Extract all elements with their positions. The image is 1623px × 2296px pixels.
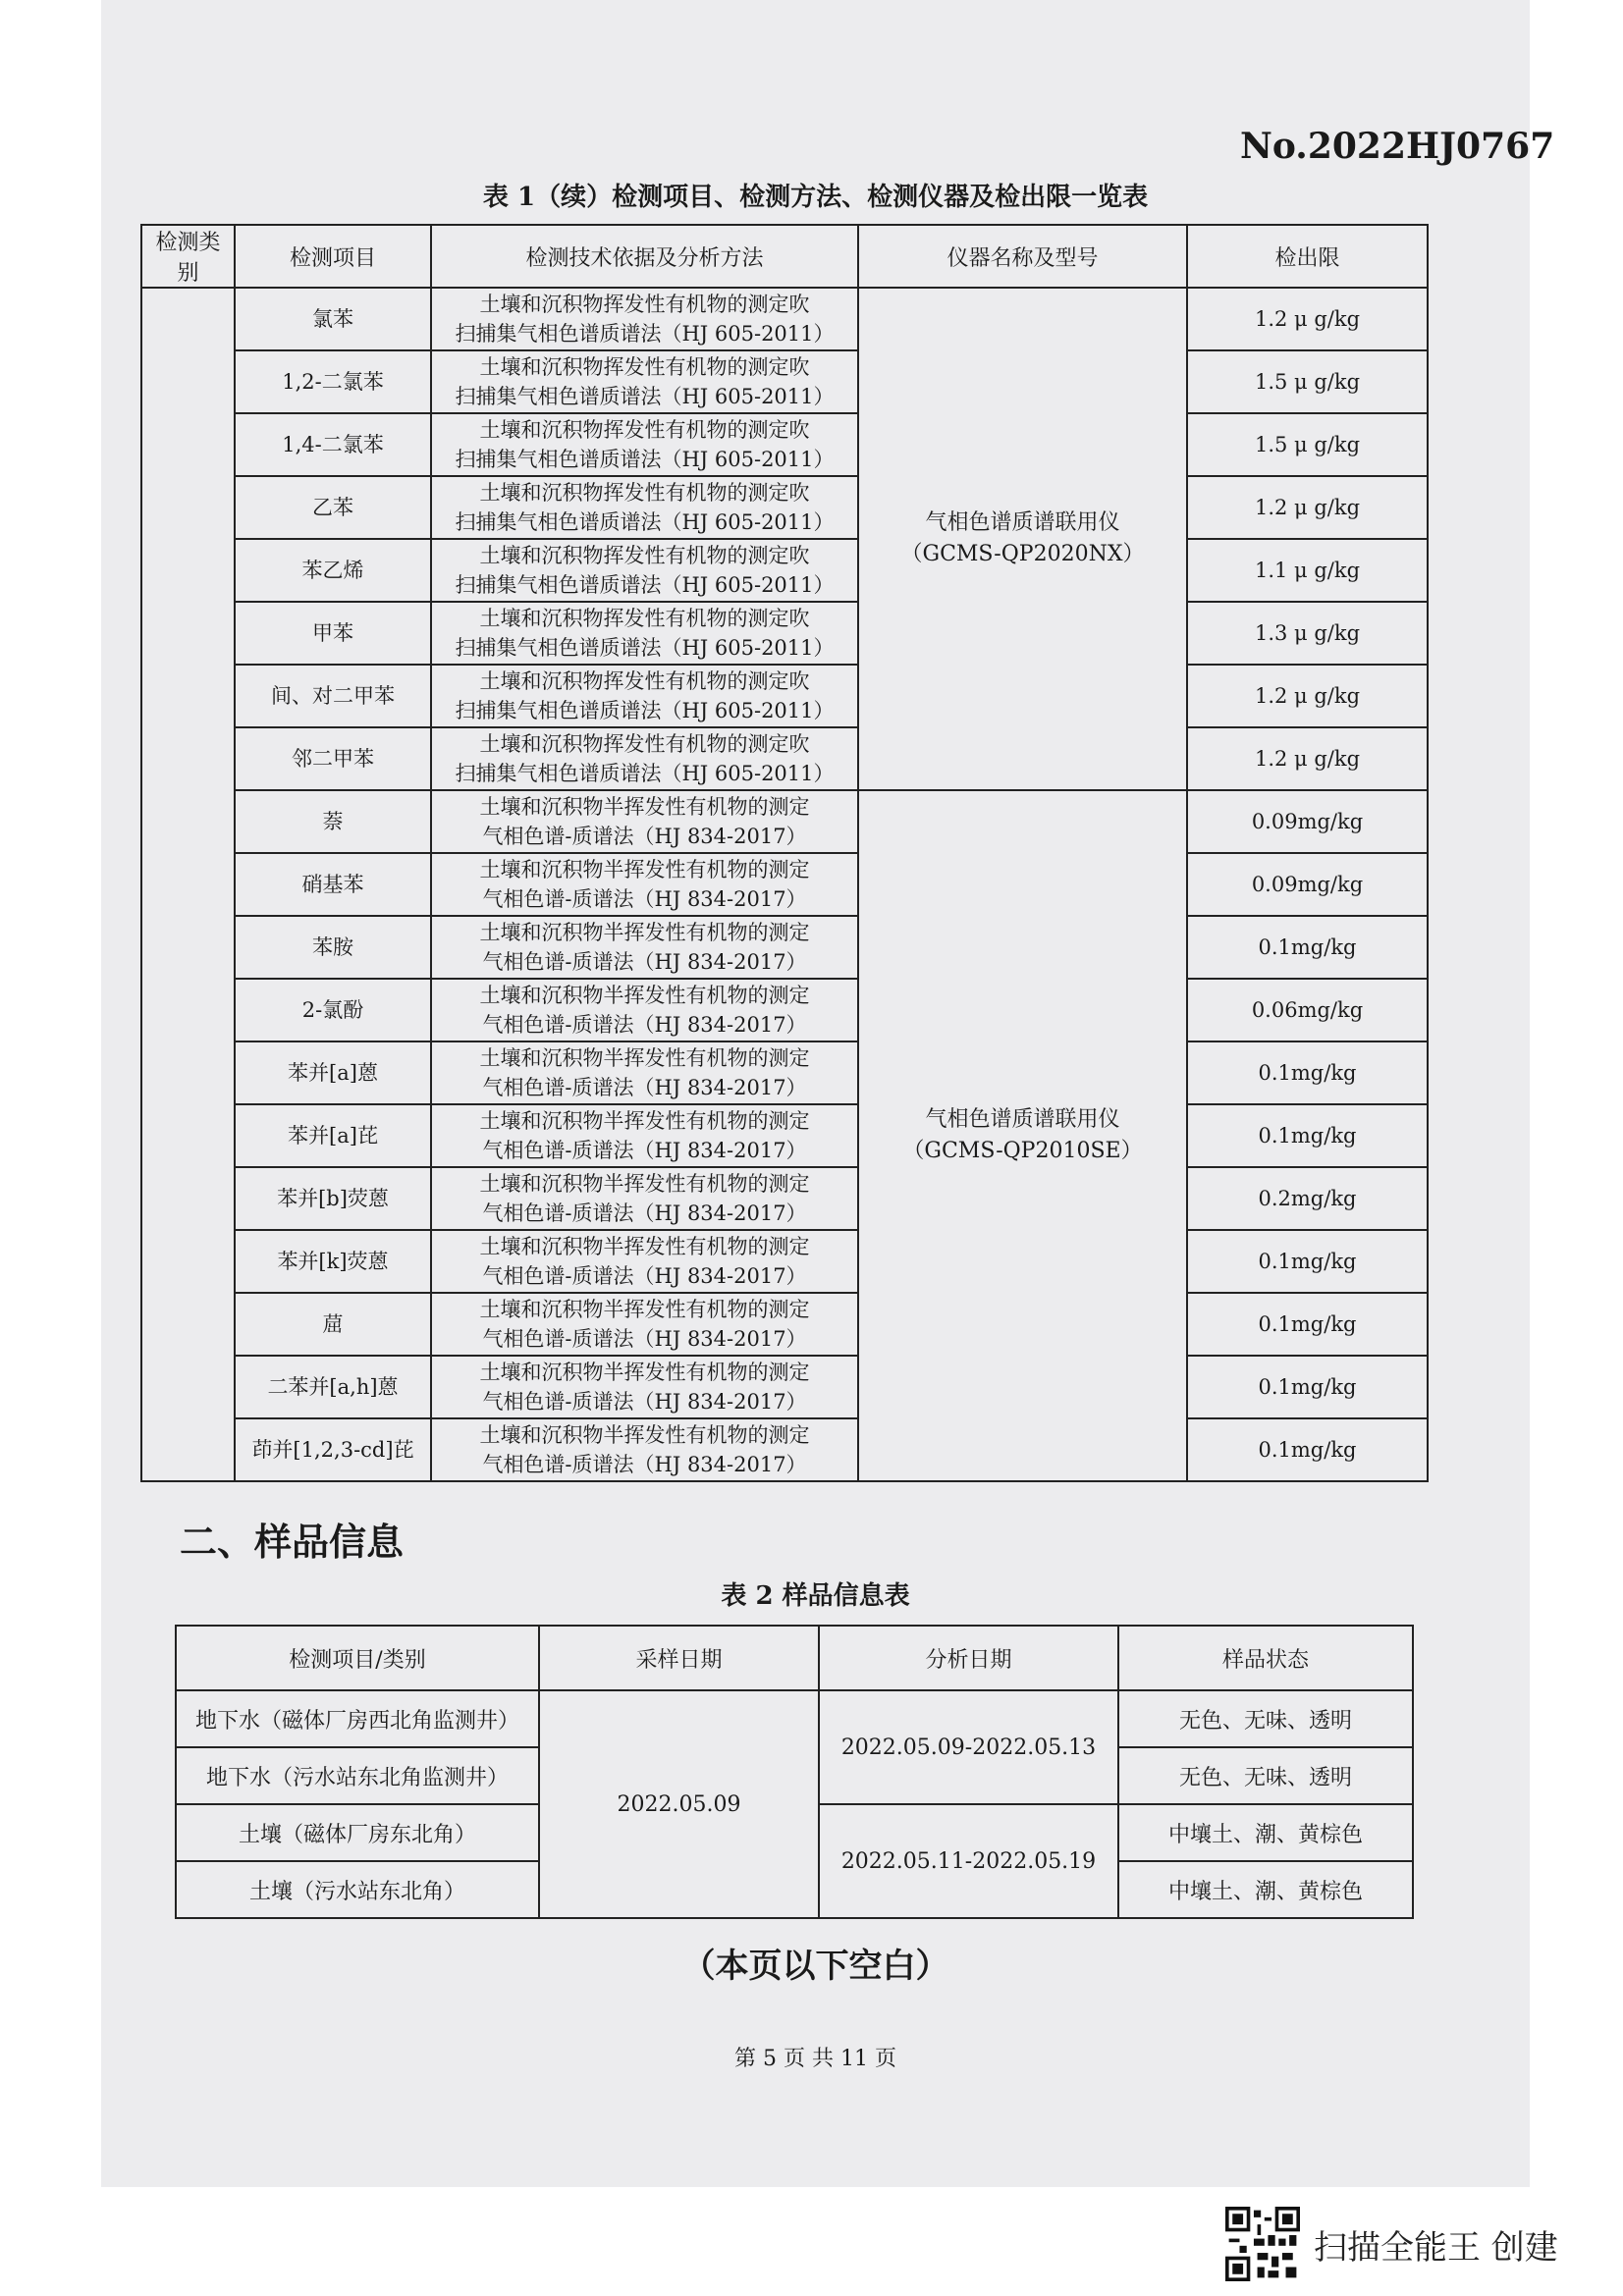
table-row	[141, 1418, 1428, 1481]
limit-cell: 0.1mg/kg	[1187, 1418, 1428, 1481]
item-cell: 苯并[a]芘	[235, 1104, 431, 1167]
method-cell	[431, 1167, 858, 1230]
method-line-1: 土壤和沉积物挥发性有机物的测定吹	[479, 293, 810, 316]
method-line-1: 土壤和沉积物挥发性有机物的测定吹	[479, 481, 810, 505]
method-cell	[431, 727, 858, 790]
method-line-2: 扫捕集气相色谱质谱法（HJ 605-2011）	[455, 699, 835, 722]
method-line-1: 土壤和沉积物半挥发性有机物的测定	[479, 1046, 810, 1070]
limit-cell: 0.1mg/kg	[1187, 916, 1428, 979]
item-cell: 苯乙烯	[235, 539, 431, 602]
limit-cell: 1.2 μ g/kg	[1187, 665, 1428, 727]
method-cell	[431, 413, 858, 476]
method-line-1: 土壤和沉积物挥发性有机物的测定吹	[479, 418, 810, 442]
method-line-1: 土壤和沉积物半挥发性有机物的测定	[479, 1109, 810, 1133]
table-row	[141, 853, 1428, 916]
method-line-2: 气相色谱-质谱法（HJ 834-2017）	[482, 825, 807, 848]
item-cell: 萘	[235, 790, 431, 853]
table-row	[141, 602, 1428, 665]
method-line-2: 扫捕集气相色谱质谱法（HJ 605-2011）	[455, 636, 835, 660]
item-cell: 硝基苯	[235, 853, 431, 916]
method-line-2: 扫捕集气相色谱质谱法（HJ 605-2011）	[455, 448, 835, 471]
table-header-row	[176, 1626, 1413, 1690]
method-line-2: 气相色谱-质谱法（HJ 834-2017）	[482, 1139, 807, 1162]
method-line-1: 土壤和沉积物挥发性有机物的测定吹	[479, 544, 810, 567]
table-row	[141, 979, 1428, 1041]
method-cell	[431, 1104, 858, 1167]
table-row	[176, 1690, 1413, 1747]
method-cell	[431, 1418, 858, 1481]
document-number: No.2022HJ0767	[1240, 126, 1555, 167]
limit-cell: 0.1mg/kg	[1187, 1293, 1428, 1356]
table-row	[141, 476, 1428, 539]
item-cell: 苯并[b]荧蒽	[235, 1167, 431, 1230]
limit-cell: 0.2mg/kg	[1187, 1167, 1428, 1230]
method-cell	[431, 539, 858, 602]
method-cell	[431, 602, 858, 665]
table-row	[141, 1104, 1428, 1167]
sample-status: 中壤土、潮、黄棕色	[1118, 1804, 1413, 1861]
item-cell: 2-氯酚	[235, 979, 431, 1041]
method-line-1: 土壤和沉积物半挥发性有机物的测定	[479, 984, 810, 1007]
table-row	[141, 1167, 1428, 1230]
analysis-date: 2022.05.09-2022.05.13	[819, 1690, 1118, 1804]
table-row	[141, 288, 1428, 350]
table-row	[141, 1041, 1428, 1104]
table-row	[141, 916, 1428, 979]
method-line-2: 气相色谱-质谱法（HJ 834-2017）	[482, 887, 807, 911]
table1-body	[141, 288, 1428, 1481]
item-cell: 苯并[a]蒽	[235, 1041, 431, 1104]
method-cell	[431, 916, 858, 979]
limit-cell: 1.5 μ g/kg	[1187, 350, 1428, 413]
item-cell: 苯胺	[235, 916, 431, 979]
header-sample-status: 样品状态	[1118, 1626, 1413, 1690]
sample-item: 地下水（污水站东北角监测井）	[176, 1747, 539, 1804]
instrument-name: 气相色谱质谱联用仪	[925, 510, 1120, 535]
table-row	[141, 1293, 1428, 1356]
header-sampling-date: 采样日期	[539, 1626, 819, 1690]
header-analysis-date: 分析日期	[819, 1626, 1118, 1690]
limit-cell: 0.1mg/kg	[1187, 1104, 1428, 1167]
sample-item: 土壤（污水站东北角）	[176, 1861, 539, 1918]
method-line-1: 土壤和沉积物半挥发性有机物的测定	[479, 858, 810, 881]
method-line-2: 气相色谱-质谱法（HJ 834-2017）	[482, 1327, 807, 1351]
item-cell: 茚并[1,2,3-cd]芘	[235, 1418, 431, 1481]
sampling-date: 2022.05.09	[539, 1690, 819, 1918]
item-cell: 甲苯	[235, 602, 431, 665]
limit-cell: 1.5 μ g/kg	[1187, 413, 1428, 476]
table-row	[141, 1356, 1428, 1418]
item-cell: 䓛	[235, 1293, 431, 1356]
detection-methods-table	[140, 224, 1429, 1482]
method-line-1: 土壤和沉积物半挥发性有机物的测定	[479, 921, 810, 944]
method-line-2: 气相色谱-质谱法（HJ 834-2017）	[482, 950, 807, 974]
limit-cell: 0.1mg/kg	[1187, 1041, 1428, 1104]
method-cell	[431, 790, 858, 853]
method-line-2: 扫捕集气相色谱质谱法（HJ 605-2011）	[455, 762, 835, 785]
method-line-2: 气相色谱-质谱法（HJ 834-2017）	[482, 1390, 807, 1414]
limit-cell: 1.2 μ g/kg	[1187, 476, 1428, 539]
instrument-cell	[858, 288, 1187, 790]
method-line-2: 扫捕集气相色谱质谱法（HJ 605-2011）	[455, 385, 835, 408]
method-cell	[431, 476, 858, 539]
table1-title: 表 1（续）检测项目、检测方法、检测仪器及检出限一览表	[482, 183, 1149, 212]
method-cell	[431, 853, 858, 916]
method-line-2: 扫捕集气相色谱质谱法（HJ 605-2011）	[455, 573, 835, 597]
method-line-1: 土壤和沉积物半挥发性有机物的测定	[479, 795, 810, 819]
sample-status: 无色、无味、透明	[1118, 1690, 1413, 1747]
table-row	[141, 350, 1428, 413]
limit-cell: 0.1mg/kg	[1187, 1230, 1428, 1293]
header-category: 检测类别	[141, 225, 235, 288]
method-cell	[431, 1356, 858, 1418]
limit-cell: 1.2 μ g/kg	[1187, 727, 1428, 790]
watermark-text: 扫描全能王 创建	[1314, 2227, 1558, 2268]
method-cell	[431, 1293, 858, 1356]
method-cell	[431, 979, 858, 1041]
scanned-page	[101, 0, 1555, 2187]
method-line-2: 气相色谱-质谱法（HJ 834-2017）	[482, 1453, 807, 1476]
page-number: 第 5 页 共 11 页	[734, 2047, 896, 2071]
table2-title: 表 2 样品信息表	[721, 1581, 910, 1611]
method-line-2: 扫捕集气相色谱质谱法（HJ 605-2011）	[455, 510, 835, 534]
method-cell	[431, 350, 858, 413]
table-row	[141, 413, 1428, 476]
method-line-2: 扫捕集气相色谱质谱法（HJ 605-2011）	[455, 322, 835, 346]
item-cell: 苯并[k]荧蒽	[235, 1230, 431, 1293]
method-line-1: 土壤和沉积物挥发性有机物的测定吹	[479, 355, 810, 379]
section-heading: 二、样品信息	[180, 1521, 405, 1564]
limit-cell: 1.3 μ g/kg	[1187, 602, 1428, 665]
sample-status: 无色、无味、透明	[1118, 1747, 1413, 1804]
method-line-1: 土壤和沉积物挥发性有机物的测定吹	[479, 732, 810, 756]
limit-cell: 0.1mg/kg	[1187, 1356, 1428, 1418]
header-item: 检测项目	[235, 225, 431, 288]
item-cell: 氯苯	[235, 288, 431, 350]
sample-item: 土壤（磁体厂房东北角）	[176, 1804, 539, 1861]
header-instrument: 仪器名称及型号	[858, 225, 1187, 288]
instrument-cell	[858, 790, 1187, 1481]
analysis-date: 2022.05.11-2022.05.19	[819, 1804, 1118, 1918]
method-cell	[431, 1041, 858, 1104]
instrument-model: （GCMS-QP2020NX）	[900, 542, 1145, 566]
method-line-1: 土壤和沉积物挥发性有机物的测定吹	[479, 669, 810, 693]
instrument-model: （GCMS-QP2010SE）	[902, 1139, 1143, 1163]
limit-cell: 0.06mg/kg	[1187, 979, 1428, 1041]
limit-cell: 1.1 μ g/kg	[1187, 539, 1428, 602]
limit-cell: 0.09mg/kg	[1187, 790, 1428, 853]
header-method: 检测技术依据及分析方法	[431, 225, 858, 288]
item-cell: 二苯并[a,h]蒽	[235, 1356, 431, 1418]
method-line-1: 土壤和沉积物半挥发性有机物的测定	[479, 1361, 810, 1384]
qr-code-icon	[1225, 2207, 1300, 2281]
method-cell	[431, 1230, 858, 1293]
method-line-2: 气相色谱-质谱法（HJ 834-2017）	[482, 1264, 807, 1288]
method-cell	[431, 288, 858, 350]
blank-note: （本页以下空白）	[681, 1947, 949, 1986]
sample-status: 中壤土、潮、黄棕色	[1118, 1861, 1413, 1918]
table-header-row	[141, 225, 1428, 288]
method-line-2: 气相色谱-质谱法（HJ 834-2017）	[482, 1201, 807, 1225]
method-line-1: 土壤和沉积物半挥发性有机物的测定	[479, 1298, 810, 1321]
item-cell: 间、对二甲苯	[235, 665, 431, 727]
method-line-1: 土壤和沉积物半挥发性有机物的测定	[479, 1235, 810, 1258]
item-cell: 邻二甲苯	[235, 727, 431, 790]
method-cell	[431, 665, 858, 727]
table-row	[141, 539, 1428, 602]
table-row	[141, 1230, 1428, 1293]
method-line-1: 土壤和沉积物半挥发性有机物的测定	[479, 1423, 810, 1447]
item-cell: 乙苯	[235, 476, 431, 539]
table-row	[141, 665, 1428, 727]
sample-item: 地下水（磁体厂房西北角监测井）	[176, 1690, 539, 1747]
scanner-watermark	[1225, 2207, 1558, 2281]
instrument-name: 气相色谱质谱联用仪	[925, 1107, 1120, 1132]
header-limit: 检出限	[1187, 225, 1428, 288]
sample-info-table	[175, 1625, 1414, 1919]
method-line-2: 气相色谱-质谱法（HJ 834-2017）	[482, 1076, 807, 1099]
method-line-1: 土壤和沉积物挥发性有机物的测定吹	[479, 607, 810, 630]
category-cell	[141, 288, 235, 1481]
table-row	[141, 790, 1428, 853]
item-cell: 1,4-二氯苯	[235, 413, 431, 476]
item-cell: 1,2-二氯苯	[235, 350, 431, 413]
limit-cell: 1.2 μ g/kg	[1187, 288, 1428, 350]
method-line-2: 气相色谱-质谱法（HJ 834-2017）	[482, 1013, 807, 1037]
table-row	[141, 727, 1428, 790]
limit-cell: 0.09mg/kg	[1187, 853, 1428, 916]
header-sample-item: 检测项目/类别	[176, 1626, 539, 1690]
method-line-1: 土壤和沉积物半挥发性有机物的测定	[479, 1172, 810, 1196]
